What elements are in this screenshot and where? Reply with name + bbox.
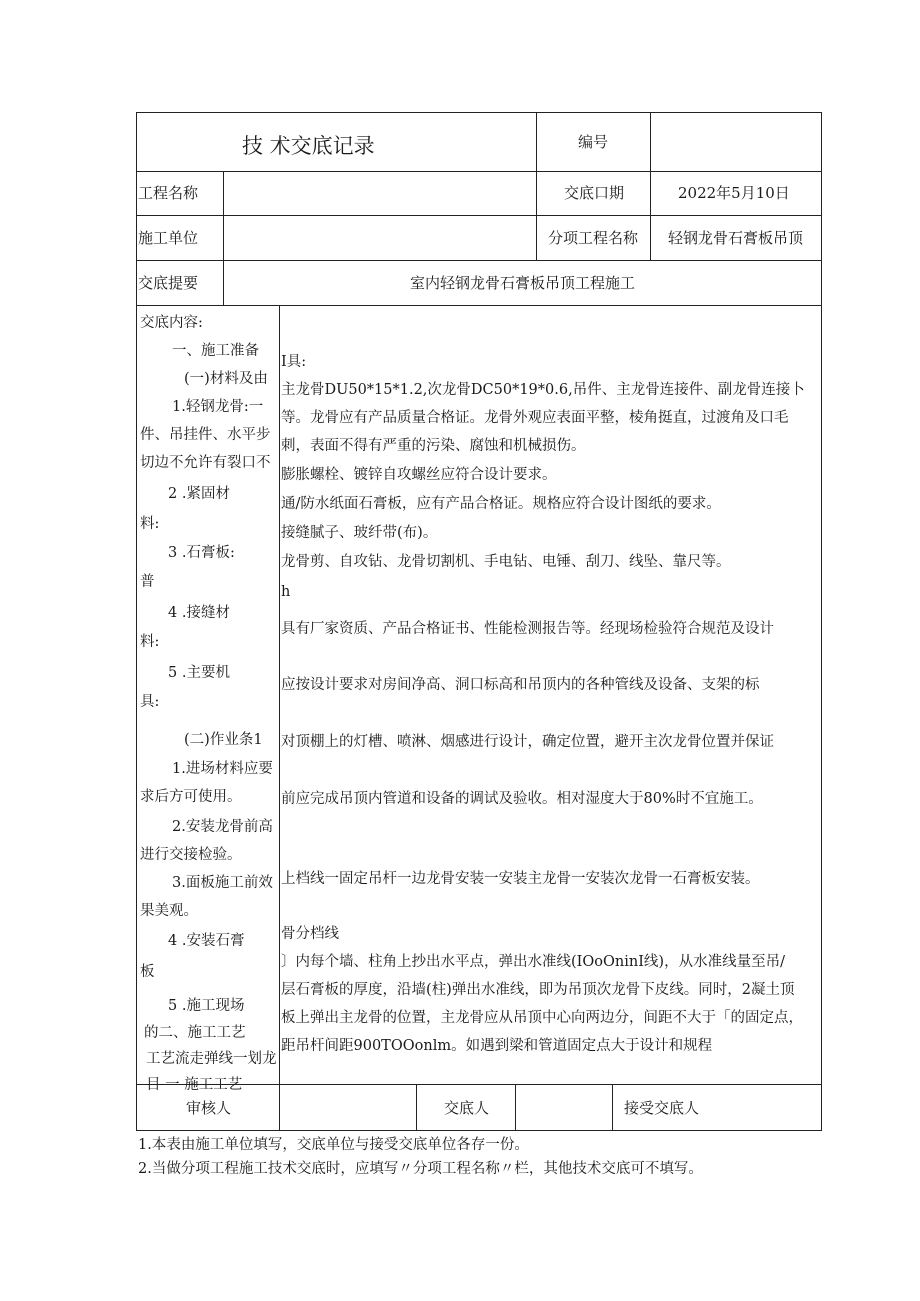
row-divider <box>136 215 822 216</box>
content-left-line: 3.面板施工前效 <box>172 875 273 891</box>
summary-label: 交底提要 <box>138 274 199 292</box>
row-divider <box>136 305 822 306</box>
content-left-line: 1.进场材料应要 <box>172 761 273 777</box>
content-right-line: 刺，表面不得有严重的污染、腐蚀和机械损伤。 <box>281 438 586 454</box>
content-right-line: 距吊杆间距900TOOonlm。如遇到梁和管道固定点大于设计和规程 <box>281 1038 713 1054</box>
content-left-line: 4 .安装石膏 <box>168 933 245 949</box>
content-right-line: 等。龙骨应有产品质量合格证。龙骨外观应表面平整，棱角挺直，过渡角及口毛 <box>281 410 789 426</box>
content-left-line: 5 .主要机 <box>168 665 230 681</box>
content-right-line: 接缝腻子、玻纤带(布)。 <box>281 525 438 541</box>
discloser-label: 交底人 <box>444 1099 490 1117</box>
content-right-line: 龙骨剪、自攻钻、龙骨切割机、手电钻、电锤、刮刀、线坠、靠尺等。 <box>281 554 731 570</box>
content-left-line: 普 <box>140 574 155 590</box>
content-right-line: I具: <box>281 354 307 370</box>
content-right-line: 〕内每个墙、柱角上抄出水平点，弹出水准线(IOoOninI线)，从水准线量至吊/ <box>281 954 785 970</box>
table-border-left <box>136 112 137 1131</box>
content-right-line: 骨分档线 <box>281 926 339 942</box>
page-title: 技 术交底记录 <box>242 134 375 158</box>
receiver-label: 接受交底人 <box>624 1099 700 1117</box>
content-right-line: 具有厂家资质、产品合格证书、性能检测报告等。经现场检验符合规范及设计 <box>281 621 774 637</box>
content-left-line: 件、吊挂件、水平步 <box>140 427 271 443</box>
content-left-line: 工艺流走弹线一划龙 <box>146 1051 277 1067</box>
table-border-top <box>136 112 822 113</box>
content-right-line: 应按设计要求对房间净高、洞口标高和吊顶内的各种管线及设备、支架的标 <box>281 677 760 693</box>
content-left-line: 一、施工准备 <box>172 343 259 359</box>
col-divider <box>515 1084 516 1131</box>
content-left-line: 5 .施工现场 <box>168 998 245 1014</box>
content-left-line: 3 .石膏板: <box>168 545 235 561</box>
col-divider <box>416 1084 417 1131</box>
content-left-line: 切边不允许有裂口不 <box>140 455 271 471</box>
unit-label: 施工单位 <box>138 229 199 247</box>
content-left-line: 2 .紧固材 <box>168 486 230 502</box>
col-divider <box>612 1084 613 1131</box>
content-right-line: 对顶棚上的灯槽、喷淋、烟感进行设计，确定位置，避开主次龙骨位置并保证 <box>281 734 774 750</box>
subproject-value: 轻钢龙骨石膏板吊顶 <box>668 229 804 247</box>
col-divider <box>650 112 651 260</box>
date-value: 2022年5月10日 <box>678 184 790 202</box>
code-label: 编号 <box>578 133 609 151</box>
content-right-line: 膨胀螺栓、镀锌自攻螺丝应符合设计要求。 <box>281 467 557 483</box>
reviewer-label: 审核人 <box>186 1099 232 1117</box>
content-left-line: 1.轻钢龙骨:一 <box>172 399 264 415</box>
col-divider <box>223 171 224 305</box>
content-right-line: 主龙骨DU50*15*1.2,次龙骨DC50*19*0.6,吊件、主龙骨连接件、副龙骨连接卜 <box>281 382 805 398</box>
col-divider <box>279 305 280 1131</box>
content-left-line: 2.安装龙骨前高 <box>172 819 273 835</box>
content-left-line: 求后方可使用。 <box>140 789 242 805</box>
content-right-line: 前应完成吊顶内管道和设备的调试及验收。相对湿度大于80%时不宜施工。 <box>281 791 763 807</box>
content-right-column <box>281 308 821 1084</box>
content-left-line: (一)材料及由 <box>184 371 268 387</box>
table-border-bottom <box>136 1130 822 1131</box>
date-label: 交底口期 <box>564 184 625 202</box>
content-right-line: 通/防水纸面石膏板，应有产品合格证。规格应符合设计图纸的要求。 <box>281 496 721 512</box>
content-left-line: 板 <box>140 964 155 980</box>
content-left-line: 果美观。 <box>140 903 198 919</box>
content-left-line: 进行交接检验。 <box>140 847 242 863</box>
footnote: 1.本表由施工单位填写，交底单位与接受交底单位各存一份。 <box>138 1137 529 1153</box>
content-left-line: 料: <box>140 634 160 650</box>
content-left-line: 的二、施工工艺 <box>144 1025 246 1041</box>
content-left-column <box>138 308 278 1093</box>
content-right-line: 层石膏板的厚度，沿墙(柱)弹出水准线，即为吊顶次龙骨下皮线。同时，2凝土顶 <box>281 982 795 998</box>
row-divider <box>136 171 822 172</box>
col-divider <box>536 112 537 260</box>
row-divider <box>136 260 822 261</box>
content-right-line: 板上弹出主龙骨的位置，主龙骨应从吊顶中心向两边分，间距不大于「的固定点， <box>281 1010 803 1026</box>
content-left-line: 交底内容: <box>140 315 203 331</box>
content-left-line: 4 .接缝材 <box>168 605 230 621</box>
content-right-line: 上档线一固定吊杆一边龙骨安装一安装主龙骨一安装次龙骨一石膏板安装。 <box>281 871 760 887</box>
content-left-line: 目 一 施工工艺 <box>146 1077 243 1093</box>
project-name-label: 工程名称 <box>138 184 199 202</box>
summary-value: 室内轻钢龙骨石膏板吊顶工程施工 <box>410 274 636 292</box>
footnote: 2.当做分项工程施工技术交底时，应填写〃分项工程名称〃栏，其他技术交底可不填写。 <box>138 1161 703 1177</box>
content-left-line: 料: <box>140 516 160 532</box>
table-border-right <box>821 112 822 1131</box>
content-left-line: (二)作业条1 <box>184 732 263 748</box>
content-right-line: h <box>281 584 291 600</box>
content-left-line: 具: <box>140 694 160 710</box>
subproject-label: 分项工程名称 <box>548 229 639 247</box>
